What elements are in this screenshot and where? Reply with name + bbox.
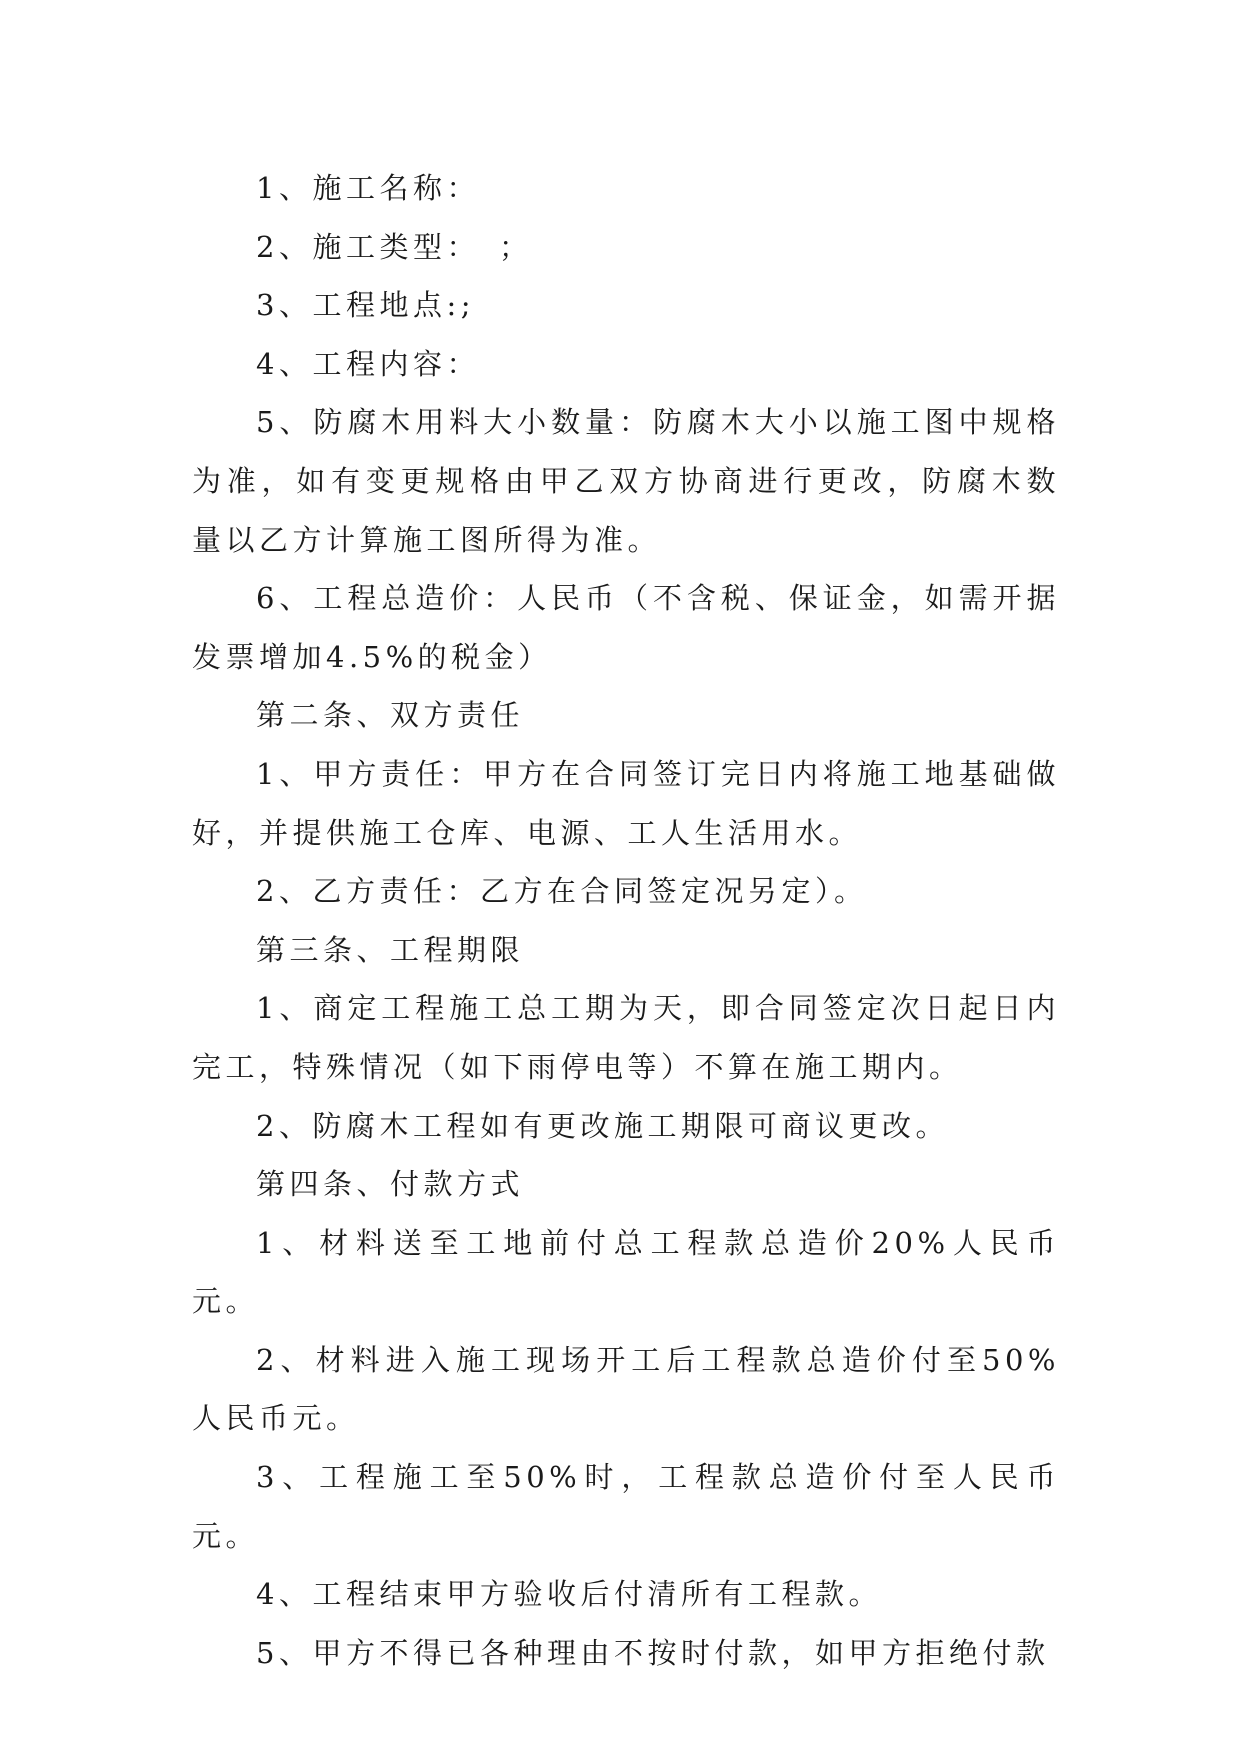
section-heading-payment-method: 第四条、付款方式 (256, 1167, 525, 1202)
paragraph-project-content: 4、工程内容： (256, 346, 480, 381)
paragraph-construction-name: 1、施工名称： (256, 171, 480, 205)
paragraph-construction-type: 2、施工类型： ； (256, 229, 533, 264)
paragraph-construction-period: 1、商定工程施工总工期为天，即合同签定次日起日内完工，特殊情况（如下雨停电等）不算在施工期内。 (192, 991, 1060, 1084)
paragraph-material-quantity: 5、防腐木用料大小数量：防腐木大小以施工图中规格为准，如有变更规格由甲乙双方协商进行更改，防腐木数量以乙方计算施工图所得为准。 (192, 405, 1060, 557)
paragraph-payment-1: 1、材料送至工地前付总工程款总造价20%人民币 元。 (192, 1225, 1094, 1319)
paragraph-payment-2: 2、材料进入施工现场开工后工程款总造价付至50%人民币元。 (192, 1342, 1060, 1436)
section-heading-project-period: 第三条、工程期限 (256, 932, 525, 967)
paragraph-project-location: 3、工程地点:; (256, 288, 475, 323)
paragraph-payment-3: 3、工程施工至50%时，工程款总造价付至人民币元。 (192, 1460, 1060, 1553)
document-body (192, 159, 1094, 1682)
paragraph-party-b-responsibility: 2、乙方责任：乙方在合同签定况另定）。 (256, 874, 868, 909)
section-heading-responsibilities: 第二条、双方责任 (256, 698, 525, 733)
paragraph-payment-5: 5、甲方不得已各种理由不按时付款，如甲方拒绝付款 (256, 1635, 1050, 1670)
paragraph-payment-4: 4、工程结束甲方验收后付清所有工程款。 (256, 1577, 882, 1612)
paragraph-period-change: 2、防腐木工程如有更改施工期限可商议更改。 (256, 1108, 949, 1143)
paragraph-party-a-responsibility: 1、甲方责任：甲方在合同签订完日内将施工地基础做好，并提供施工仓库、电源、工人生活用水。 (192, 756, 1060, 850)
paragraph-total-cost: 6、工程总造价：人民币（不含税、保证金，如需开据发票增加4.5%的税金） (192, 581, 1060, 674)
